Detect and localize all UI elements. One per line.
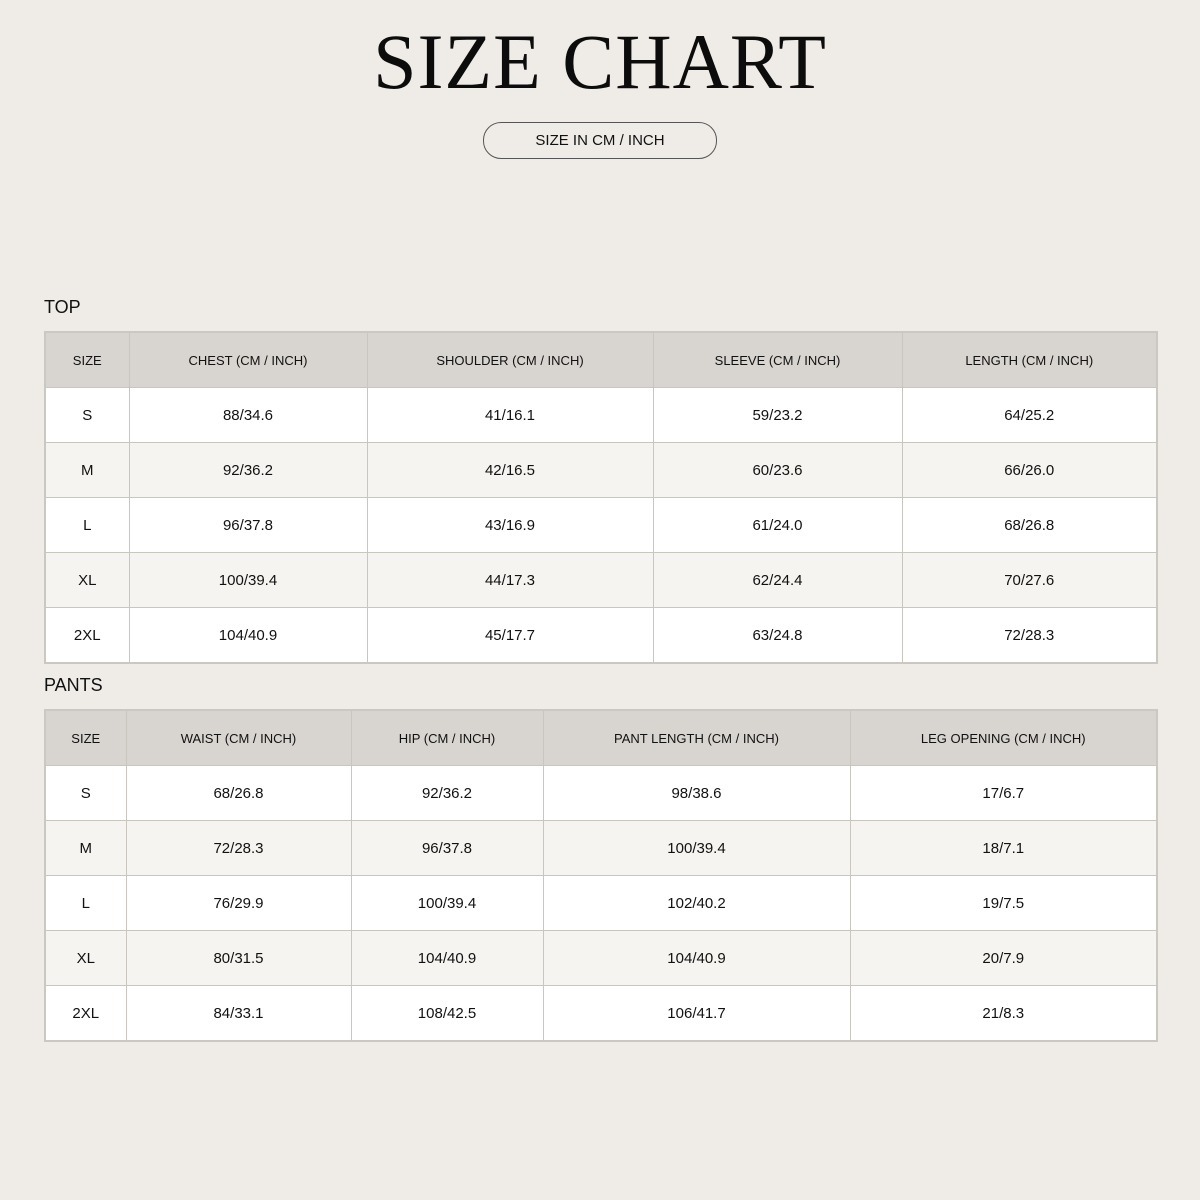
measurement-cell: 104/40.9: [543, 931, 850, 986]
size-cell: M: [45, 821, 126, 876]
measurement-cell: 108/42.5: [351, 986, 543, 1042]
size-cell: XL: [45, 931, 126, 986]
size-cell: 2XL: [45, 608, 129, 664]
measurement-cell: 68/26.8: [902, 498, 1157, 553]
size-cell: S: [45, 766, 126, 821]
table-row: [45, 388, 1157, 443]
measurement-cell: 96/37.8: [351, 821, 543, 876]
measurement-cell: 100/39.4: [351, 876, 543, 931]
table-row: [45, 876, 1157, 931]
measurement-cell: 104/40.9: [129, 608, 367, 664]
table-row: [45, 443, 1157, 498]
table-row: [45, 986, 1157, 1042]
measurement-cell: 66/26.0: [902, 443, 1157, 498]
measurement-cell: 17/6.7: [850, 766, 1157, 821]
measurement-cell: 59/23.2: [653, 388, 902, 443]
measurement-cell: 45/17.7: [367, 608, 653, 664]
column-header: WAIST (CM / INCH): [126, 710, 351, 766]
measurement-cell: 44/17.3: [367, 553, 653, 608]
column-header: HIP (CM / INCH): [351, 710, 543, 766]
size-cell: M: [45, 443, 129, 498]
pants-section-label: PANTS: [44, 675, 103, 695]
measurement-cell: 100/39.4: [129, 553, 367, 608]
table-header-row: [45, 332, 1157, 388]
column-header: PANT LENGTH (CM / INCH): [543, 710, 850, 766]
measurement-cell: 64/25.2: [902, 388, 1157, 443]
measurement-cell: 98/38.6: [543, 766, 850, 821]
column-header: LENGTH (CM / INCH): [902, 332, 1157, 388]
column-header: SIZE: [45, 332, 129, 388]
measurement-cell: 88/34.6: [129, 388, 367, 443]
page-title: SIZE CHART: [373, 18, 827, 105]
table-row: [45, 498, 1157, 553]
pants-size-table: [44, 709, 1158, 1042]
measurement-cell: 106/41.7: [543, 986, 850, 1042]
table-row: [45, 766, 1157, 821]
column-header: SLEEVE (CM / INCH): [653, 332, 902, 388]
measurement-cell: 84/33.1: [126, 986, 351, 1042]
size-cell: S: [45, 388, 129, 443]
measurement-cell: 19/7.5: [850, 876, 1157, 931]
measurement-cell: 102/40.2: [543, 876, 850, 931]
size-cell: L: [45, 498, 129, 553]
measurement-cell: 96/37.8: [129, 498, 367, 553]
measurement-cell: 104/40.9: [351, 931, 543, 986]
measurement-cell: 70/27.6: [902, 553, 1157, 608]
unit-badge-label: SIZE IN CM / INCH: [535, 132, 665, 149]
table-row: [45, 608, 1157, 664]
measurement-cell: 20/7.9: [850, 931, 1157, 986]
size-cell: 2XL: [45, 986, 126, 1042]
measurement-cell: 76/29.9: [126, 876, 351, 931]
table-row: [45, 553, 1157, 608]
measurement-cell: 72/28.3: [126, 821, 351, 876]
measurement-cell: 68/26.8: [126, 766, 351, 821]
column-header: SIZE: [45, 710, 126, 766]
table-row: [45, 821, 1157, 876]
measurement-cell: 80/31.5: [126, 931, 351, 986]
measurement-cell: 43/16.9: [367, 498, 653, 553]
column-header: LEG OPENING (CM / INCH): [850, 710, 1157, 766]
measurement-cell: 21/8.3: [850, 986, 1157, 1042]
table-header-row: [45, 710, 1157, 766]
column-header: SHOULDER (CM / INCH): [367, 332, 653, 388]
measurement-cell: 63/24.8: [653, 608, 902, 664]
size-cell: L: [45, 876, 126, 931]
measurement-cell: 62/24.4: [653, 553, 902, 608]
measurement-cell: 60/23.6: [653, 443, 902, 498]
measurement-cell: 42/16.5: [367, 443, 653, 498]
top-section-label: TOP: [44, 297, 81, 317]
measurement-cell: 72/28.3: [902, 608, 1157, 664]
top-size-table: [44, 331, 1158, 664]
size-cell: XL: [45, 553, 129, 608]
measurement-cell: 18/7.1: [850, 821, 1157, 876]
measurement-cell: 61/24.0: [653, 498, 902, 553]
column-header: CHEST (CM / INCH): [129, 332, 367, 388]
measurement-cell: 41/16.1: [367, 388, 653, 443]
measurement-cell: 92/36.2: [351, 766, 543, 821]
unit-badge: [483, 122, 717, 159]
measurement-cell: 100/39.4: [543, 821, 850, 876]
table-row: [45, 931, 1157, 986]
measurement-cell: 92/36.2: [129, 443, 367, 498]
